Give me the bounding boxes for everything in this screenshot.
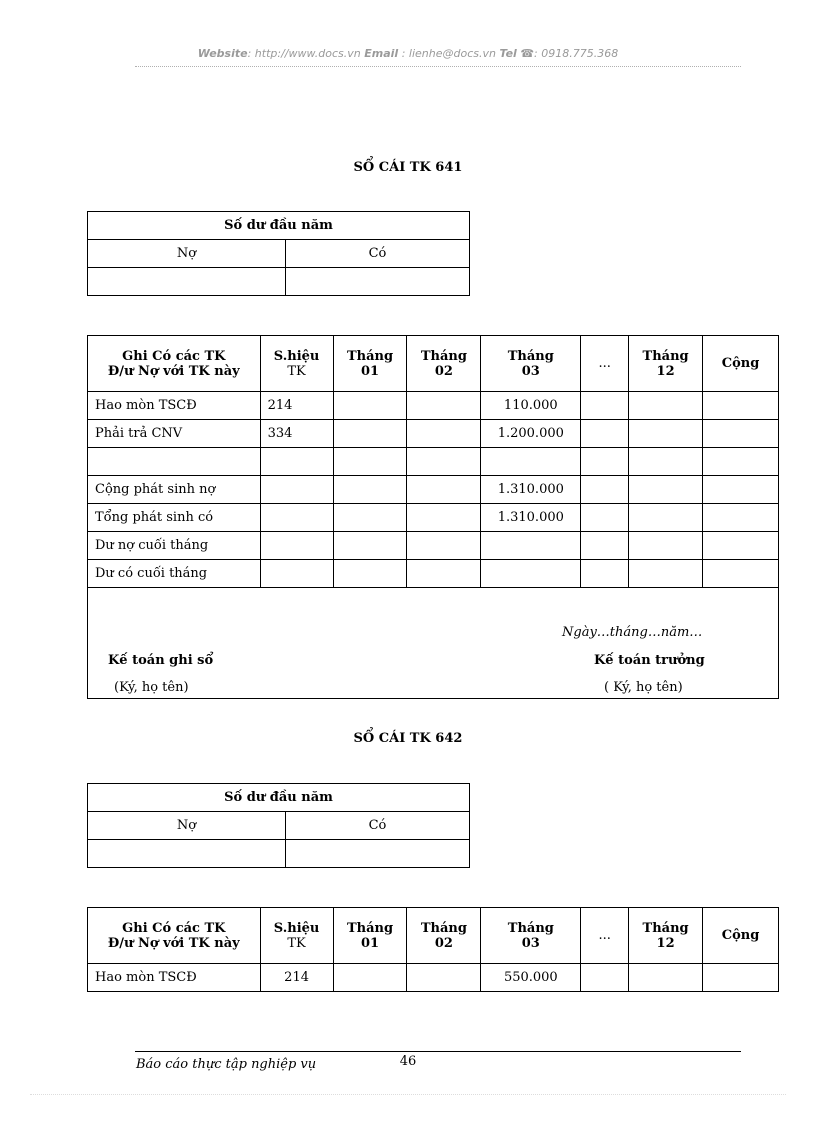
col-ellipsis-header: ... [581,336,629,392]
row-code [260,448,333,476]
accountant-note: (Ký, họ tên) [114,680,189,695]
website-label: Website [197,47,248,60]
credit-value [286,840,470,868]
email-value: : lienhe@docs.vn [401,47,496,60]
col-month-03-header: Tháng 03 [481,336,581,392]
row-code [260,560,333,588]
table-row [88,392,779,420]
row-code: 214 [260,964,333,992]
signature-row [88,588,779,699]
opening-balance-heading: Số dư đầu năm [88,784,470,812]
debit-header: Nợ [88,240,286,268]
col-code-header: S.hiệu TK [260,908,333,964]
debit-header: Nợ [88,812,286,840]
row-code [260,476,333,504]
row-month-03 [481,448,581,476]
row-month-03: 550.000 [481,964,581,992]
row-month-03: 110.000 [481,392,581,420]
tel-label: Tel [499,47,517,60]
col-code-header: S.hiệu TK [260,336,333,392]
row-account: Dư có cuối tháng [88,560,261,588]
row-account: Phải trả CNV [88,420,261,448]
header-rule [135,66,741,67]
debit-value [88,840,286,868]
bottom-dotted-rule [30,1094,786,1095]
col-month-01-header: Tháng 01 [333,908,407,964]
accountant-title: Kế toán ghi sổ [108,653,214,668]
signature-block [88,588,779,699]
row-code: 214 [260,392,333,420]
ledger-642-table [87,907,779,992]
signature-date: Ngày…tháng…năm… [562,625,703,640]
credit-value [286,268,470,296]
table-row [88,504,779,532]
table-header-row [88,336,779,392]
website-value: : http://www.docs.vn [247,47,361,60]
row-month-03: 1.310.000 [481,476,581,504]
credit-header: Có [286,240,470,268]
row-month-03: 1.310.000 [481,504,581,532]
footer-report-title: Báo cáo thực tập nghiệp vụ [136,1057,317,1072]
col-month-12-header: Tháng 12 [629,336,703,392]
col-account-header: Ghi Có các TK Đ/ư Nợ với TK này [88,336,261,392]
page-number: 46 [399,1054,417,1069]
table-row [88,532,779,560]
table-row [88,448,779,476]
table-row [88,476,779,504]
row-account: Tổng phát sinh có [88,504,261,532]
col-month-02-header: Tháng 02 [407,908,481,964]
ledger-642-title: SỔ CÁI TK 642 [353,731,463,746]
credit-header: Có [286,812,470,840]
row-month-03 [481,560,581,588]
row-account: Hao mòn TSCĐ [88,964,261,992]
col-total-header: Cộng [703,908,779,964]
col-total-header: Cộng [703,336,779,392]
ledger-641-table [87,335,779,699]
page-header [0,47,816,60]
row-account: Dư nợ cuối tháng [88,532,261,560]
row-code [260,504,333,532]
table-row [88,420,779,448]
email-label: Email [364,47,399,60]
footer-rule [135,1051,741,1052]
phone-icon: ☎ [520,47,535,60]
col-ellipsis-header: ... [581,908,629,964]
row-account [88,448,261,476]
tel-value: : 0918.775.368 [534,47,619,60]
row-account: Hao mòn TSCĐ [88,392,261,420]
col-month-01-header: Tháng 01 [333,336,407,392]
chief-accountant-title: Kế toán trưởng [594,653,705,668]
opening-balance-heading: Số dư đầu năm [88,212,470,240]
col-account-header: Ghi Có các TK Đ/ư Nợ với TK này [88,908,261,964]
debit-value [88,268,286,296]
row-month-03: 1.200.000 [481,420,581,448]
row-code [260,532,333,560]
table-row [88,964,779,992]
col-month-02-header: Tháng 02 [407,336,481,392]
ledger-641-opening-balance [87,211,470,296]
chief-accountant-note: ( Ký, họ tên) [604,680,683,695]
ledger-641-title: SỔ CÁI TK 641 [353,160,463,175]
row-month-03 [481,532,581,560]
row-code: 334 [260,420,333,448]
row-account: Cộng phát sinh nợ [88,476,261,504]
table-header-row [88,908,779,964]
ledger-642-opening-balance [87,783,470,868]
table-row [88,560,779,588]
col-month-12-header: Tháng 12 [629,908,703,964]
col-month-03-header: Tháng 03 [481,908,581,964]
